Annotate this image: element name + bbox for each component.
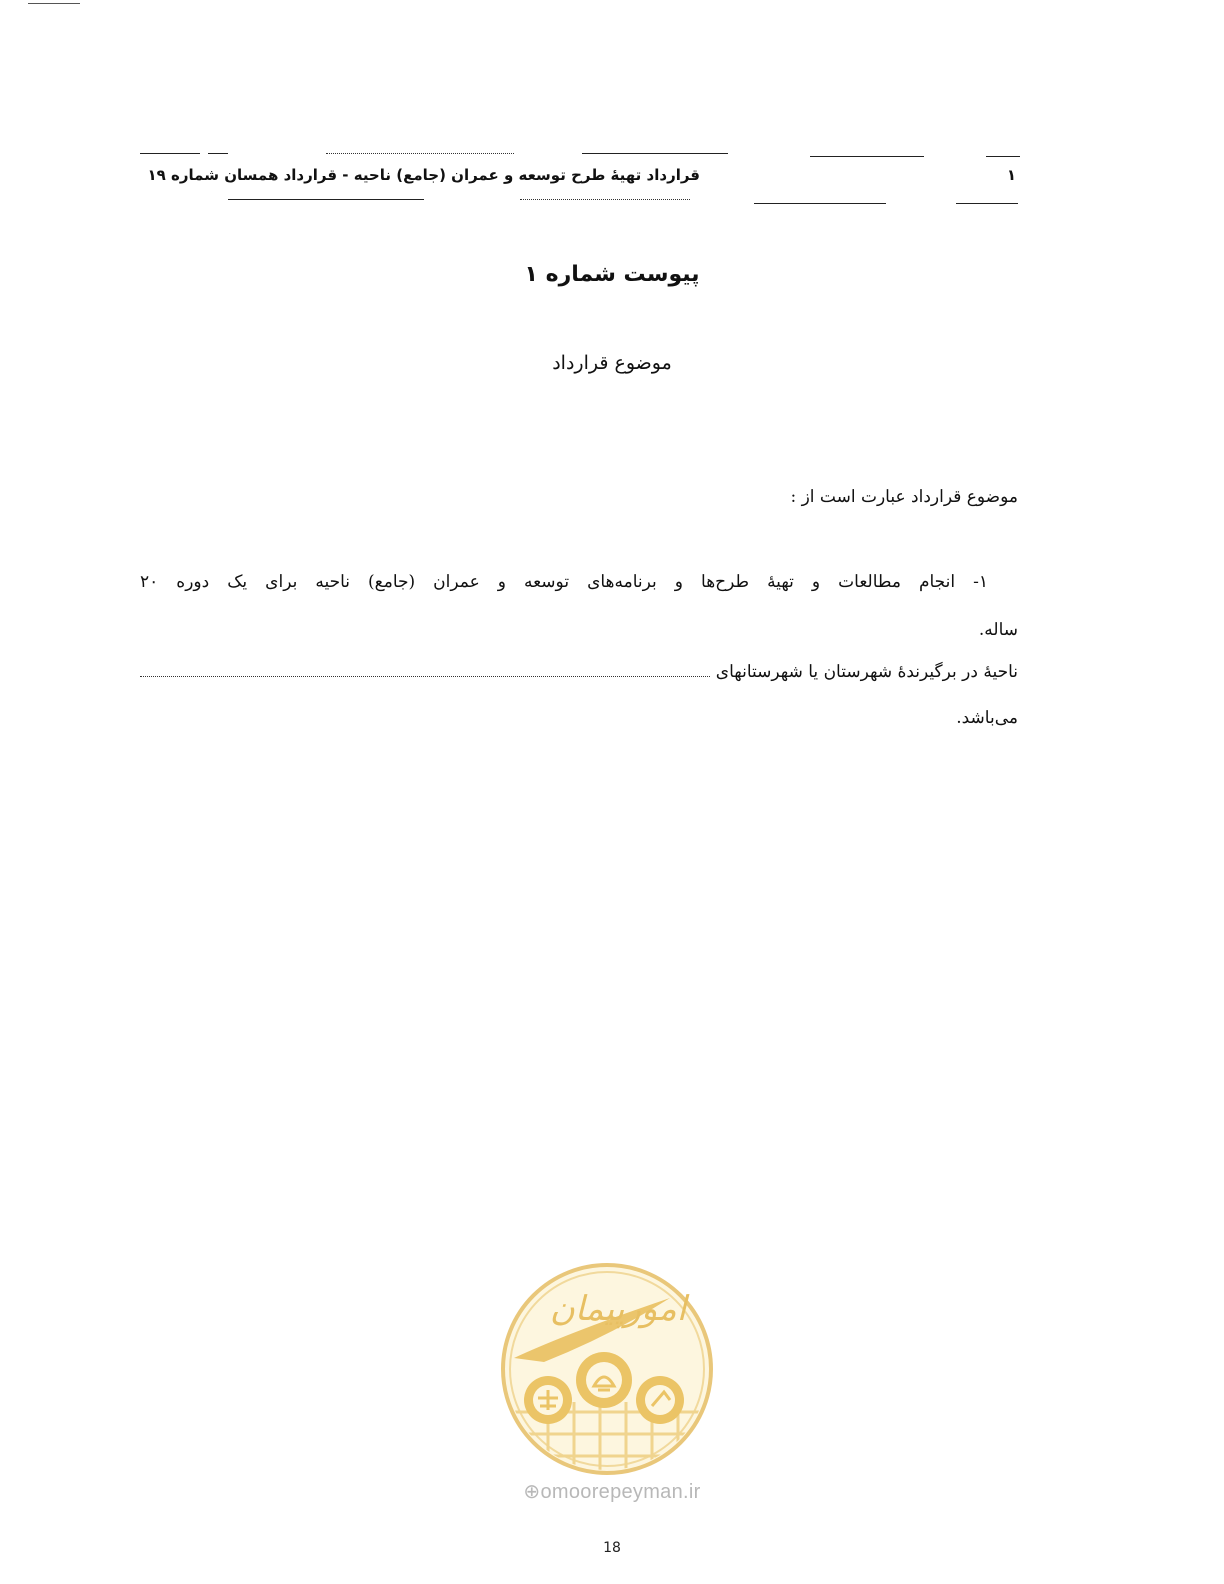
ending-text: می‌باشد. xyxy=(956,708,1018,728)
header-title: قرارداد تهیهٔ طرح توسعه و عمران (جامع) ناحیه - قرارداد همسان شماره ۱۹ xyxy=(147,166,700,184)
header-rule xyxy=(208,153,228,154)
header-number: ۱ xyxy=(1006,166,1016,184)
list-item-1-continuation: ساله. xyxy=(978,620,1018,640)
region-label: ناحیهٔ در برگیرندهٔ شهرستان یا شهرستانهای xyxy=(715,662,1018,682)
annex-title: پیوست شماره ۱ xyxy=(524,262,700,287)
subject-title: موضوع قرارداد xyxy=(552,352,672,374)
header-rule xyxy=(140,153,200,154)
globe-icon: ⊕ xyxy=(523,1481,541,1503)
header-rule xyxy=(326,153,514,154)
header-rule xyxy=(520,199,690,200)
header-rule xyxy=(582,153,728,154)
watermark-seal xyxy=(500,1262,714,1476)
watermark-url xyxy=(0,1479,1224,1504)
header-rule xyxy=(228,199,424,200)
watermark-url-text: omoorepeyman.ir xyxy=(540,1481,701,1503)
header-rule xyxy=(754,203,886,204)
page-header xyxy=(140,150,1020,208)
svg-text:امورپیمان: امورپیمان xyxy=(549,1289,687,1329)
list-item-1: ۱- انجام مطالعات و تهیهٔ طرح‌ها و برنامه‌های توسعه و عمران (جامع) ناحیه برای یک دوره ۲۰ xyxy=(140,572,988,592)
fill-in-dotted-line xyxy=(140,662,710,677)
intro-paragraph: موضوع قرارداد عبارت است از : xyxy=(790,487,1018,507)
page-number: 18 xyxy=(603,1540,621,1556)
header-rule xyxy=(986,156,1020,157)
region-line xyxy=(140,662,1018,682)
corner-mark xyxy=(28,0,80,4)
header-rule xyxy=(810,156,924,157)
header-rule xyxy=(956,203,1018,204)
